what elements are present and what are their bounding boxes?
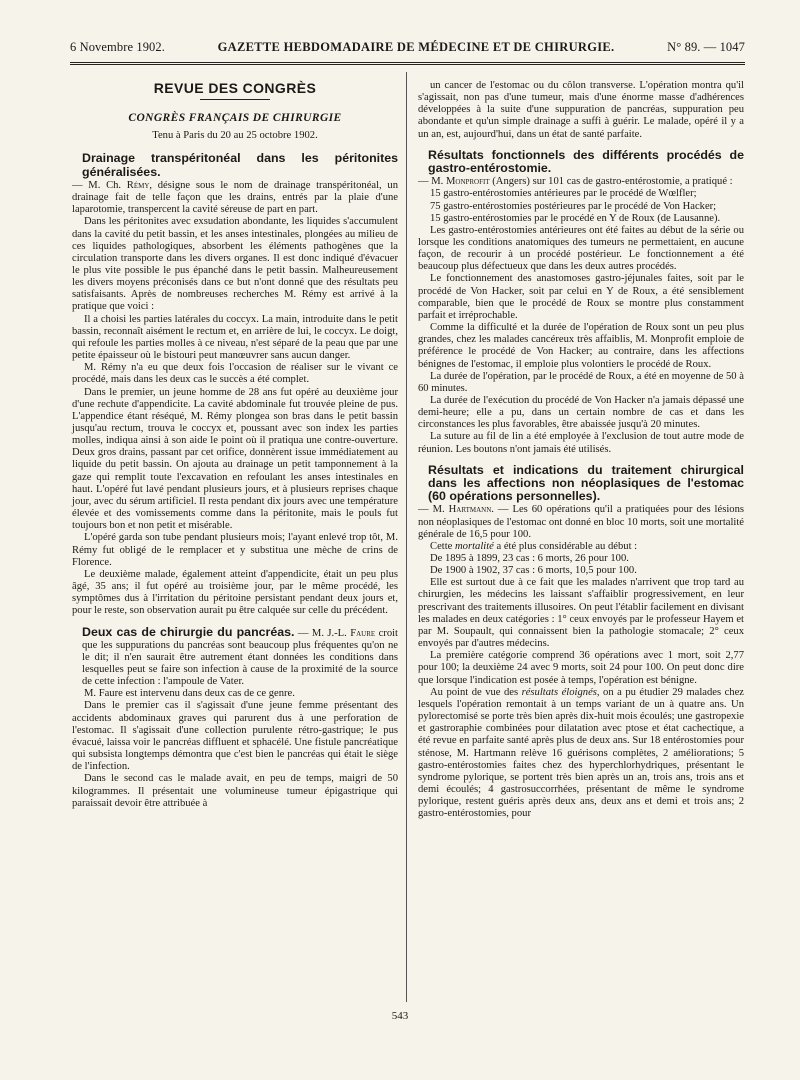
article-paragraph: Le deuxième malade, également atteint d'appendicite, était un peu plus âgé, 35 ans; il fut opéré au troisième jour, par le même procédé, les symptômes dus à l'irritation du péritoine persistant pendant deux jours et, pour le reste, son observation aurait pu être calquée sur celle du précédent. [72, 568, 398, 617]
author-name: Hartmann [448, 504, 492, 516]
author-name: Monprofit [445, 176, 490, 188]
congress-title: CONGRÈS FRANÇAIS DE CHIRURGIE [128, 112, 342, 125]
article-paragraph: Dans le premier cas il s'agissait d'une jeune femme présentant des accidents abdominaux graves qui parurent dus à une perforation de l'estomac. Il s'agissait d'une collection purulente rétro-gastrique; le pus évacué, laissa voir le pancréas diffluent et sphacélé. Une fistule pancréatique qui subsista longtemps démontra que c'est bien le pancréas qui était le siège de l'infection. [72, 700, 398, 773]
article-paragraph: — M. Hartmann. — Les 60 opérations qu'il a pratiquées pour des lésions non néoplasiques de l'estomac ont donné en bloc 10 morts, soit une mortalité générale de 16,5 pour 100. [418, 504, 744, 540]
running-header [70, 40, 745, 58]
list-item: 75 gastro-entérostomies postérieures par le procédé de Von Hacker; [430, 200, 717, 212]
article-paragraph: Dans le second cas le malade avait, en peu de temps, maigri de 50 kilogrammes. Il présentait une volumineuse tumeur épigastrique qui paraissait devoir être attribuée à [72, 773, 398, 809]
article-title-pancreas: Deux cas de chirurgie du pancréas. [82, 624, 295, 639]
article-paragraph: La durée de l'opération, par le procédé de Roux, a été en moyenne de 50 à 60 minutes. [418, 370, 744, 394]
article-title-drainage: Drainage transpéritonéal dans les péritonites généralisées. [82, 151, 398, 179]
article-title-gastro-enterostomie: Résultats fonctionnels des différents procédés de gastro-entérostomie. [428, 147, 744, 175]
header-date: 6 Novembre 1902. [70, 40, 165, 54]
article-paragraph: Dans le premier, un jeune homme de 28 ans fut opéré au deuxième jour d'une rechute d'appendicite. La cavité abdominale fut trouvée pleine de pus. L'appendice étant réséqué, M. Rémy plongea son bras dans le petit bassin jusqu'au rectum, trouva le coccyx et, poussant avec son index les parties molles, indiqua ainsi à son aide le point où il pratiqua une contre-ouverture. Deux gros drains, passant par cet orifice, donnèrent issue immédiatement au liquide du petit bassin. On ajouta au drainage un petit tamponnement à la gaze qui remplit toute l'excavation en refoulant les anses intestinales en haut. L'opéré fut lavé pendant plusieurs jours, et à plusieurs reprises chaque jour, avec du sérum artificiel. Il resta pendant dix jours avec une température élevée et des vomissements comme dans la péritonite, mais le pouls fut toujours bon et non petit et misérable. [72, 386, 398, 532]
article-paragraph: M. Rémy n'a eu que deux fois l'occasion de réaliser sur le vivant ce procédé, mais dans les deux cas le succès a été complet. [72, 362, 398, 386]
article-paragraph: La suture au fil de lin a été employée à l'exclusion de tout autre mode de réunion. Les boutons n'ont jamais été utilisés. [418, 431, 744, 455]
article-paragraph: Deux cas de chirurgie du pancréas. — M. J.-L. Faure croit que les suppurations du pancréas sont beaucoup plus fréquentes qu'on ne le dit; il n'en saurait être autrement étant données les conditions dans lesquelles peut se faire son infection à cause de la proximité de la source de cette infection : l'ampoule de Vater. [82, 624, 398, 688]
header-journal-title: GAZETTE HEBDOMADAIRE DE MÉDECINE ET DE CHIRURGIE. [217, 40, 615, 54]
section-title: REVUE DES CONGRÈS [153, 80, 317, 96]
article-paragraph: Comme la difficulté et la durée de l'opération de Roux sont un peu plus grandes, chez les malades cancéreux très affaiblis, M. Monprofit emploie de préférence le procédé de Von Hacker; au contraire, dans les affections bénignes de l'estomac, il emploie plus volontiers le procédé de Roux. [418, 322, 744, 370]
article-paragraph: La première catégorie comprend 36 opérations avec 1 mort, soit 2,77 pour 100; la deuxième 24 avec 9 morts, soit 24 pour 100. On peut donc dire que lorsque l'indication est posée à temps, l'opération est bénigne. [418, 650, 744, 686]
article-title-hartmann: Résultats et indications du traitement chirurgical dans les affections non néoplasiques de l'estomac (60 opérations personnelles). [428, 462, 744, 504]
congress-dates: Tenu à Paris du 20 au 25 octobre 1902. [152, 130, 318, 142]
article-paragraph: La durée de l'exécution du procédé de Von Hacker n'a jamais dépassé une demi-heure; elle a pu, dans un certain nombre de cas et dans les circonstances les plus favorables, être abaissée jusqu'à 20 minutes. [418, 395, 744, 431]
list-item: 15 gastro-entérostomies par le procédé en Y de Roux (de Lausanne). [430, 212, 721, 224]
section-rule [200, 99, 270, 100]
column-divider [406, 72, 407, 1002]
article-paragraph: — M. Ch. Rémy, désigne sous le nom de drainage transpéritonéal, un drainage fait de telle façon que les drains, entrés par la plaie d'une laparotomie, transpercent la cavité séreuse de part en part. [72, 179, 398, 216]
left-column [72, 76, 398, 810]
right-column [418, 80, 744, 820]
header-rule [70, 62, 745, 63]
author-name: Faure [350, 627, 376, 639]
article-paragraph: Il a choisi les parties latérales du coccyx. La main, introduite dans le petit bassin, reconnaît aisément le rectum et, en arrière de lui, le coccyx. Le doigt, qui refoule les parties molles à ce niveau, n'est séparé de la peau que par une petite épaisseur où le bistouri peut manœuvrer sans aucun danger. [72, 313, 398, 362]
article-paragraph: Les gastro-entérostomies antérieures ont été faites au début de la série ou lorsque les conditions anatomiques des tumeurs ne permettaient, en aucune façon, de recourir à un procédé postérieur. Le fonctionnement a été beaucoup plus défectueux que dans les deux autres procédés. [418, 224, 744, 273]
header-issue-page: N° 89. — 1047 [667, 40, 745, 54]
author-name: Rémy [126, 179, 150, 191]
article-paragraph: — M. Monprofit (Angers) sur 101 cas de gastro-entérostomie, a pratiqué : [418, 176, 733, 188]
article-paragraph: Au point de vue des résultats éloignés, on a pu étudier 29 malades chez lesquels l'opération remontait à un temps variant de un à quatre ans. Un pylorectomisé se porte très bien après dix-huit mois écoulés; une gastropexie et gastroraphie combinées pour dilatation avec ptose et état cachectique, a été revue en parfaite santé après plus de deux ans. Sur 18 entérostomies pour sténose, M. Hartmann relève 16 guérisons complètes, 2 améliorations; 5 gastro-entérostomies faites chez des hyperchlorhydriques, présentant le syndrome pylorique, se portent très bien après un an, trois ans, trois ans et demi écoulés; 4 gastrosuccorrhées, présentant de même le syndrome pylorique, restent guéris après deux ans, deux ans et demi et trois ans; 2 gastro-entérostomies, pour [418, 686, 744, 820]
article-paragraph: M. Faure est intervenu dans deux cas de ce genre. [84, 688, 295, 700]
article-paragraph: Dans les péritonites avec exsudation abondante, les liquides s'accumulent dans la cavité du petit bassin, et les anses intestinales, plongées au milieu de ces liquides pathologiques, absorbent les éléments pathogènes que la circulation transporte dans les divers organes. Il est donc indiqué d'évacuer le plus vite possible le pus épanché dans le petit bassin. Malheureusement les divers moyens préconisés dans ce but n'ont donné que des résultats peu satisfaisants. Après de nombreuses recherches M. Rémy est arrivé à la pratique que voici : [72, 216, 398, 313]
article-paragraph: Elle est surtout due à ce fait que les malades n'arrivent que trop tard au chirurgien, les médecins les laissant s'affaiblir progressivement, en leur prescrivant des traitements illusoires. On peut l'établir facilement en divisant les malades en deux catégories : 1° ceux envoyés par le professeur Hayem et par M. Soupault, qui connaissent bien la pathologie stomacale; 2° ceux envoyés par d'autres médecins. [418, 577, 744, 650]
header-rule-double [70, 64, 745, 65]
page-number: 543 [391, 1010, 409, 1022]
article-paragraph: Le fonctionnement des anastomoses gastro-jéjunales faites, soit par le procédé de Von Hacker, soit par celui en Y de Roux, a été sensiblement comparable, bien que le procédé de Roux se montre plus constamment parfait et irréprochable. [418, 273, 744, 321]
list-item: De 1895 à 1899, 23 cas : 6 morts, 26 pour 100. [430, 553, 629, 565]
list-item: De 1900 à 1902, 37 cas : 6 morts, 10,5 pour 100. [430, 565, 637, 577]
list-item: 15 gastro-entérostomies antérieures par le procédé de Wœlfler; [430, 188, 697, 200]
article-paragraph: L'opéré garda son tube pendant plusieurs mois; l'ayant enlevé trop tôt, M. Rémy fut obligé de le remplacer et y substitua une mèche de crins de Florence. [72, 532, 398, 568]
article-paragraph: un cancer de l'estomac ou du côlon transverse. L'opération montra qu'il s'agissait, non pas d'une tumeur, mais d'une énorme masse d'adhérences développées à la suite d'une suppuration de pancréas, suppuration peu abondante et qu'un simple drainage a suffi à guérir. Le malade, opéré il y a un an, est, aujourd'hui, dans un état de santé parfaite. [418, 80, 744, 140]
article-paragraph: Cette mortalité a été plus considérable au début : [430, 540, 638, 552]
